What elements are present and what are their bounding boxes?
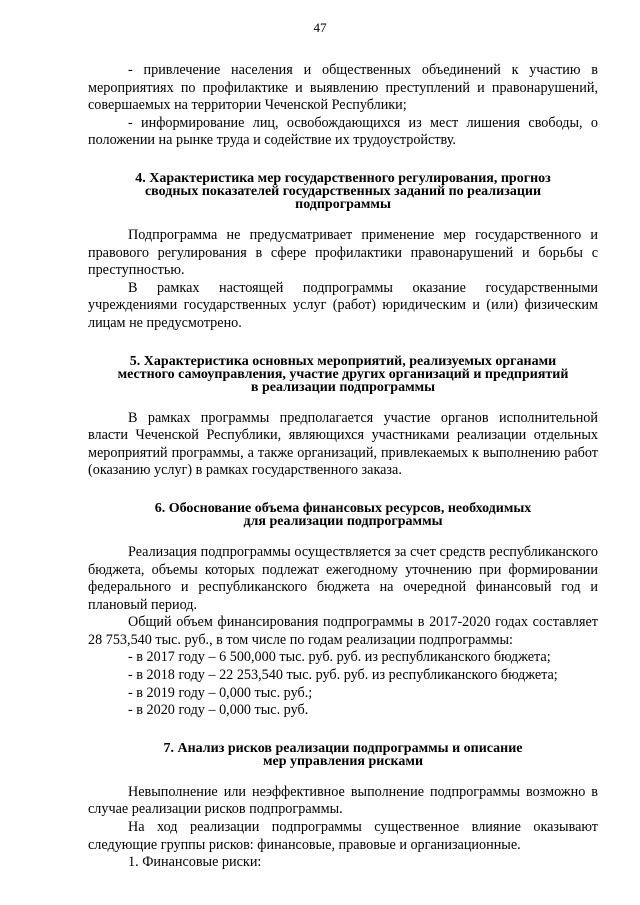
paragraph: В рамках программы предполагается участие органов исполнительной власти Чеченской Республики, являющихся участниками реализации отдельных мероприятий программы, а также организаций, привлекаемых к выполнению работ (оказанию услуг) в рамках государственного заказа. (88, 409, 598, 479)
list-item: - в 2019 году – 0,000 тыс. руб.; (128, 684, 313, 701)
document-body (88, 62, 598, 872)
section-heading-5 (88, 355, 598, 394)
section-heading-7 (88, 742, 598, 768)
list-item: - в 2020 году – 0,000 тыс. руб. (128, 702, 309, 719)
heading-line: сводных показателей государственных заданий по реализации (144, 183, 542, 199)
heading-line: для реализации подпрограммы (243, 513, 443, 529)
heading-line: 6. Обоснование объема финансовых ресурсов, необходимых (154, 500, 532, 516)
list-item: - информирование лиц, освобождающихся из мест лишения свободы, о положении на рынке труда и содействие их трудоустройству. (88, 114, 598, 149)
paragraph: Подпрограмма не предусматривает применение мер государственного и правового регулирования в сфере профилактики правонарушений и борьбы с преступностью. (88, 226, 598, 279)
page-number: 47 (313, 20, 327, 35)
paragraph: 1. Финансовые риски: (128, 854, 262, 871)
section-heading-6 (88, 502, 598, 528)
paragraph: В рамках настоящей подпрограммы оказание государственными учреждениями государственных услуг (работ) юридическим и (или) физическим лицам не предусмотрено. (88, 279, 598, 331)
paragraph: Общий объем финансирования подпрограммы в 2017-2020 годах составляет 28 753,540 тыс. руб., в том числе по годам реализации подпрограммы: (88, 614, 598, 648)
list-item: - в 2018 году – 22 253,540 тыс. руб. руб. из республиканского бюджета; (128, 667, 558, 684)
heading-line: в реализации подпрограммы (250, 379, 436, 395)
heading-line: местного самоуправления, участие других организаций и предприятий (117, 366, 569, 382)
heading-line: 5. Характеристика основных мероприятий, реализуемых органами (129, 353, 557, 369)
paragraph: Невыполнение или неэффективное выполнение подпрограммы возможно в случае реализации рисков подпрограммы. (88, 783, 598, 818)
paragraph: Реализация подпрограммы осуществляется за счет средств республиканского бюджета, объемы которых подлежат ежегодному уточнению при формировании федерального и республиканского бюджета на очередной финансовый год и плановый период. (88, 543, 598, 613)
heading-line: 4. Характеристика мер государственного регулирования, прогноз (135, 170, 551, 186)
list-item: - привлечение населения и общественных объединений к участию в мероприятиях по профилактике и выявлению преступлений и правонарушений, совершаемых на территории Чеченской Республики; (88, 62, 598, 114)
heading-line: 7. Анализ рисков реализации подпрограммы и описание (163, 740, 523, 756)
heading-line: мер управления рисками (262, 753, 424, 769)
list-item: - в 2017 году – 6 500,000 тыс. руб. руб. из республиканского бюджета; (128, 649, 551, 666)
paragraph: На ход реализации подпрограммы существенное влияние оказывают следующие группы рисков: финансовые, правовые и организационные. (88, 819, 598, 853)
section-heading-4 (88, 172, 598, 211)
heading-line: подпрограммы (295, 196, 391, 212)
